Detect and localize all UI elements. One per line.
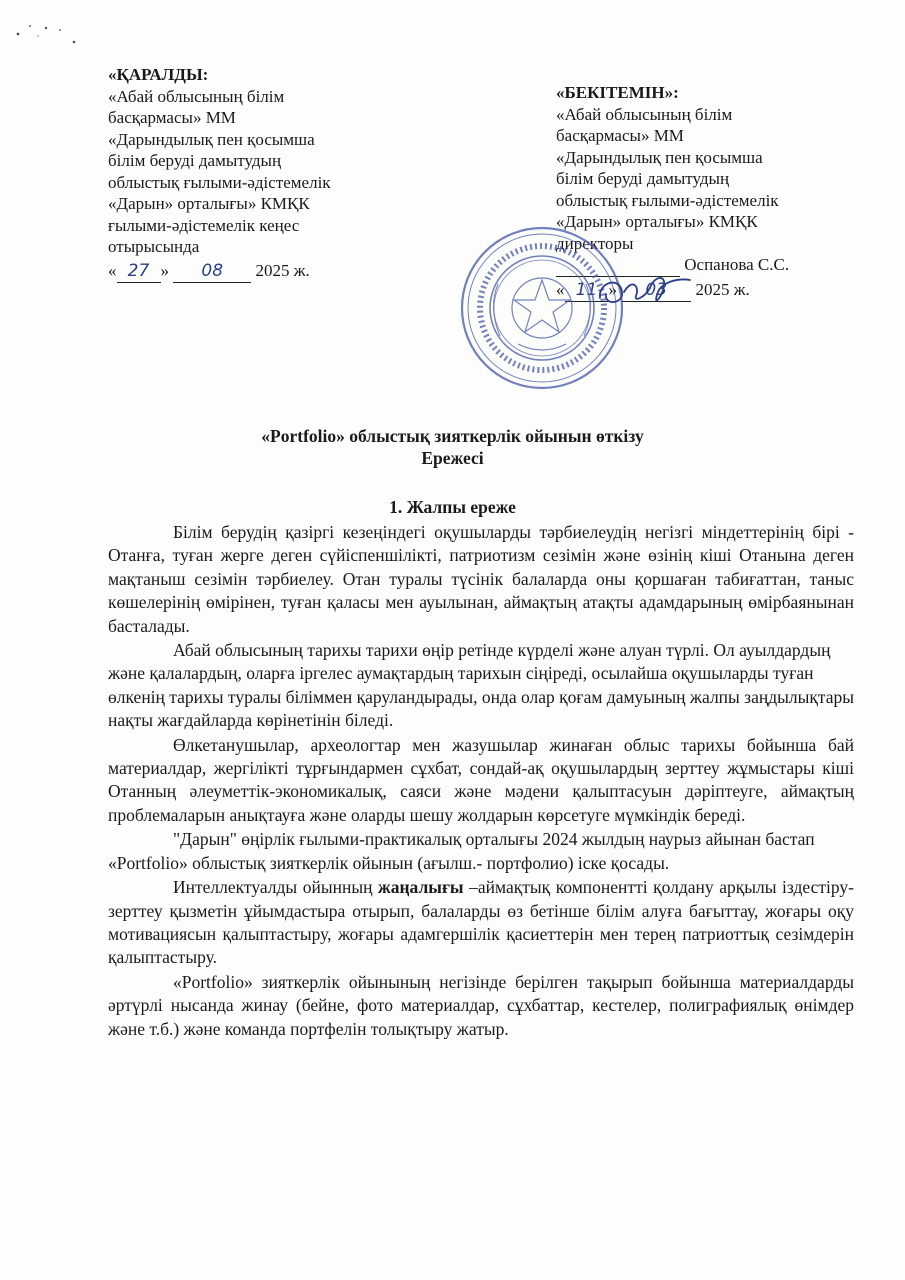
paragraph: Өлкетанушылар, археологтар мен жазушылар жинаған облыс тарихы бойынша бай материалдар, жергілікті тұрғындармен сұхбат, сондай-ақ оқушылардың зерттеу жұмыстары кіші Отанның әлеуметтік-экономикалық, саяси және мәдени қалыптасуын дәріптеуге, аймақтың проблемаларын анықтауға және оларды шешу жолдарын көрсетуге мүмкіндік береді.	[108, 734, 854, 825]
title-line-2: Ережесі	[421, 448, 484, 468]
paragraph: Білім берудің қазіргі кезеңіндегі оқушыларды тәрбиелеудің негізгі міндеттерінің бірі - Отанға, туған жерге деген сүйіспеншілікті, патриотизм сезімін және өзінің кіші Отанына деген мақтаныш сезімін тәрбиелеу. Отан туралы түсінік балаларда оны қоршаған табиғаттан, таныс көшелерінің өмірінен, туған қаласы мен ауылынан, аймақтың атақты адамдарының өмірбаянынан басталады.	[108, 522, 854, 636]
date-quote-close: »	[160, 260, 169, 280]
considered-line: «Дарындылық пен қосымша	[108, 129, 315, 149]
considered-line: отырысында	[108, 237, 200, 256]
scan-specks	[8, 8, 88, 48]
approved-line: «Абай облысының білім	[556, 104, 733, 124]
considered-line: «Дарын» орталығы» КМҚК	[108, 194, 310, 213]
handwritten-day: 27	[117, 261, 161, 284]
document-title	[0, 425, 905, 469]
paragraph-text: Интеллектуалды ойынның	[173, 877, 379, 898]
considered-line: «Абай облысының білім	[108, 86, 285, 106]
approved-line: директоры	[556, 233, 634, 253]
date-quote-open: «	[108, 260, 117, 280]
handwritten-month: 08	[173, 261, 251, 284]
paragraph: Абай облысының тарихы тарихи өңір ретінде күрделі және алуан түрлі. Ол ауылдардың және қалалардың, оларға іргелес аумақтардың тарихын сіңіреді, осылайша оқушыларды туған өлкенің тарихы туралы біліммен қаруландырады, онда олар қоғам дамуының жалпы заңдылықтары нақты жағдайларда көрінетінін біледі.	[108, 640, 855, 731]
approved-line: «Дарындылық пен қосымша	[556, 147, 763, 167]
paragraph: "Дарын" өңірлік ғылыми-практикалық орталығы 2024 жылдың наурыз айынан бастап «Portfolio» облыстық зияткерлік ойынын (ағылш.- портфолио) іске қосады.	[108, 829, 815, 873]
approved-line: басқармасы» ММ	[556, 126, 684, 145]
approved-line: «Дарын» орталығы» КМҚК	[556, 212, 758, 231]
approved-heading: «БЕКІТЕМІН»:	[556, 83, 679, 102]
considered-line: ғылыми-әдістемелік кеңес	[108, 215, 300, 235]
considered-date	[108, 260, 408, 284]
date-year: 2025 ж.	[695, 279, 750, 299]
handwritten-month: 03	[621, 280, 691, 303]
considered-heading: «ҚАРАЛДЫ:	[108, 65, 209, 84]
considered-line: білім беруді дамытудың	[108, 151, 282, 170]
emphasized-term: жаңалығы	[378, 877, 464, 898]
approved-line: облыстық ғылыми-әдістемелік	[556, 190, 779, 210]
title-line-1: «Portfolio» облыстық зияткерлік ойынын өткізу	[261, 426, 644, 446]
approval-block-considered	[108, 64, 408, 283]
signer-name: Оспанова С.С.	[684, 255, 790, 274]
paragraph: «Portfolio» зияткерлік ойынының негізінде берілген тақырып бойынша материалдарды әртүрлі нысанда жинау (бейне, фото материалдар, сұхбаттар, кестелер, полиграфиялық өнімдер және т.б.) және команда портфелін толықтыру жатыр.	[108, 971, 854, 1039]
date-year: 2025 ж.	[255, 260, 310, 280]
handwritten-signature	[594, 268, 694, 312]
date-quote-open: «	[556, 279, 565, 299]
approved-line: білім беруді дамытудың	[556, 169, 730, 188]
date-quote-close: »	[608, 279, 617, 299]
considered-line: басқармасы» ММ	[108, 108, 236, 127]
paragraph-text: –аймақтық компонентті қолдану арқылы іздестіру-зерттеу қызметін ұйымдастыра отырып, балаларды өз бетінше білім алуға бағыттау, жоғары оқу мотивациясын қалыптастыру, жоғары адамгершілік қасиеттерін мен терең патриоттық сезімдерін қалыптастыру.	[108, 877, 855, 968]
section-heading: 1. Жалпы ереже	[389, 497, 516, 517]
handwritten-day: 11	[565, 280, 609, 303]
considered-line: облыстық ғылыми-әдістемелік	[108, 172, 331, 192]
paragraph	[108, 876, 854, 970]
document-body	[108, 521, 854, 1041]
